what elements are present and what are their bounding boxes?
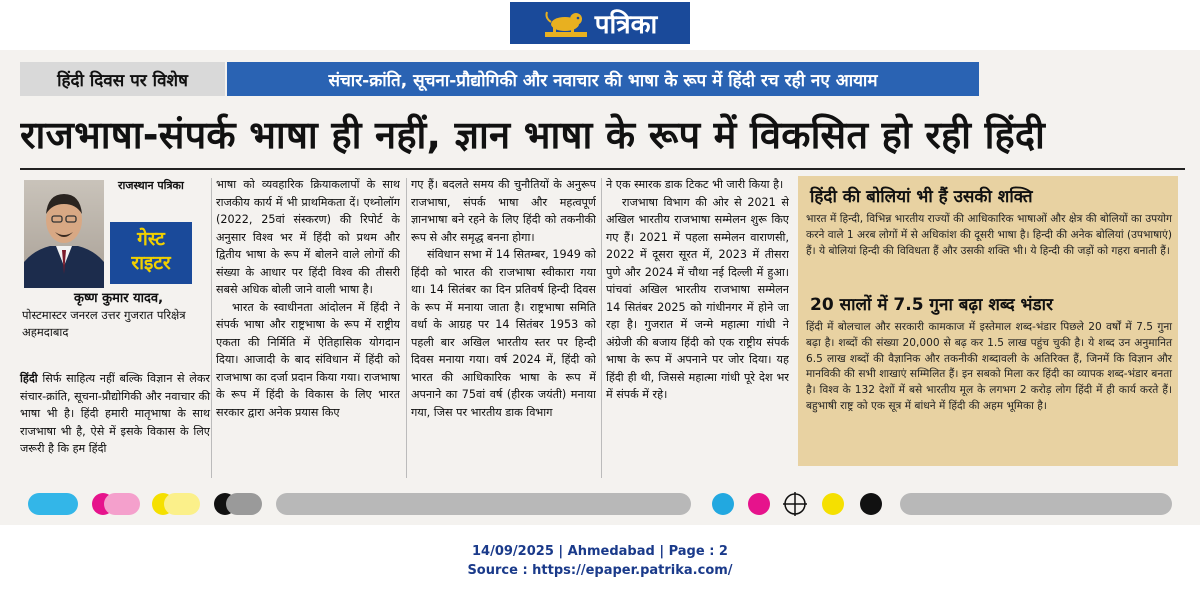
printer-registration-strip	[0, 484, 1200, 524]
lede-text: सिर्फ साहित्य नहीं बल्कि विज्ञान से लेकर संचार-क्रांति, सूचना-प्रौद्योगिकी और नवाचार की भाषा भी है। हिंदी हमारी मातृभाषा के साथ राजभाषा भी है, ऐसे में इसके विकास के लिए जरूरी है कि हम हिंदी	[20, 372, 211, 455]
color-dot-cyan	[712, 493, 734, 515]
guest-line-2: राइटर	[131, 252, 171, 274]
edition-info: 14/09/2025 | Ahmedabad | Page : 2	[472, 544, 728, 559]
color-bar-pink	[104, 493, 140, 515]
gray-bar-1	[276, 493, 691, 515]
column-paragraph: संविधान सभा में 14 सितम्बर, 1949 को हिंदी को भारत की राजभाषा स्वीकारा गया था। 14 सितंबर का दिन प्रतिवर्ष हिन्दी दिवस के रूप में मनाया जाता है। राष्ट्रभाषा समिति वर्धा के आग्रह पर 14 सितंबर 1953 को पहली बार अखिल भारतीय स्तर पर हिन्दी दिवस मनाया गया। वर्ष 2024 में, हिंदी को भारत की आधिकारिक भाषा के रूप में अपनाने का 75वां वर्ष (हीरक जयंती) मनाया गया, जिस पर भारतीय डाक विभाग	[411, 248, 596, 419]
color-dot-black-2	[860, 493, 882, 515]
sidebar-heading-1: हिंदी की बोलियां भी हैं उसकी शक्ति	[810, 187, 1033, 207]
headline-rule	[20, 168, 1185, 170]
lion-emblem-icon	[543, 8, 589, 38]
sidebar-text-2: हिंदी में बोलचाल और सरकारी कामकाज में इस्तेमाल शब्द-भंडार पिछले 20 वर्षों में 7.5 गुना बढ़ा है। शब्दों की संख्या 20,000 से बढ़ कर 1.5 लाख पहुंच चुकी है। ये शब्द उन अनुमानित 6.5 लाख शब्दों की वैज्ञानिक और तकनीकी शब्दावली के अतिरिक्त हैं, जिनमें कि विज्ञान और मानविकी की सभी शाखाएं सम्मिलित हैं। इन सबको मिला कर हिंदी का व्यापक शब्द-भंडार बनता है। विश्व के 132 देशों में बसे भारतीय मूल के लगभग 2 करोड़ लोग हिंदी में ही कार्य करते हैं। बहुभाषी राष्ट्र को एक सूत्र में बांधने में हिंदी की अहम भूमिका है।	[806, 321, 1172, 412]
lede-paragraph	[20, 370, 210, 458]
column-divider	[406, 178, 407, 478]
section-kicker: हिंदी दिवस पर विशेष	[20, 62, 225, 96]
column-paragraph: गए हैं। बदलते समय की चुनौतियों के अनुरूप राजभाषा, संपर्क भाषा और महत्वपूर्ण ज्ञानभाषा बने रहने के लिए हिंदी को तकनीकी रूप से और समृद्ध बनना होगा।	[411, 178, 596, 244]
source-link[interactable]: Source : https://epaper.patrika.com/	[467, 563, 733, 578]
guest-writer-badge	[110, 222, 192, 284]
main-headline: राजभाषा-संपर्क भाषा ही नहीं, ज्ञान भाषा के रूप में विकसित हो रही हिंदी	[20, 113, 1046, 157]
color-bar-light-yellow	[164, 493, 200, 515]
column-divider	[601, 178, 602, 478]
color-bar-cyan	[28, 493, 78, 515]
article-column-1	[216, 176, 400, 486]
author-block	[22, 290, 212, 341]
masthead-title: पत्रिका	[594, 10, 658, 40]
column-paragraph: भाषा को व्यवहारिक क्रियाकलापों के साथ राजकीय कार्य में भी प्राथमिकता दें। एथ्नोलॉग (2022, 25वां संस्करण) की रिपोर्ट के अनुसार विश्व भर में हिंदी को प्रथम और द्वितीय भाषा के रूप में बोलने वाले लोगों की संख्या के आधार पर हिंदी विश्व की तीसरी सबसे अधिक बोली जाने वाली भाषा है।	[216, 178, 400, 296]
registration-mark-icon	[782, 491, 808, 517]
column-paragraph: ने एक स्मारक डाक टिकट भी जारी किया है।	[606, 178, 784, 191]
sub-headline: संचार-क्रांति, सूचना-प्रौद्योगिकी और नवाचार की भाषा के रूप में हिंदी रच रही नए आयाम	[227, 62, 979, 96]
color-bar-gray	[226, 493, 262, 515]
column-paragraph: भारत के स्वाधीनता आंदोलन में हिंदी ने संपर्क भाषा और राष्ट्रभाषा के रूप में राष्ट्रीय एकता की निर्मिति में ऐतिहासिक योगदान दिया। आजादी के बाद संविधान में हिंदी को राजभाषा का दर्जा प्रदान किया गया। राजभाषा के रूप में हिंदी के विकास के लिए भारत सरकार द्वारा अनेक प्रयास किए	[216, 300, 400, 419]
lede-lead-word: हिंदी	[20, 372, 38, 385]
sidebar-text-1: भारत में हिन्दी, विभिन्न भारतीय राज्यों की आधिकारिक भाषाओं और क्षेत्र की बोलियों का उपयोग करने वाले 1 अरब लोगों में से अधिकांश की दूसरी भाषा है। हिन्दी की अनेक बोलियां (उपभाषाएं) हैं। ये बोलियां हिन्दी की विविधता हैं और उसकी शक्ति भी। ये हिन्दी की जड़ों को गहरा बनाती हैं।	[806, 213, 1172, 257]
column-divider	[211, 178, 212, 478]
gray-bar-2	[900, 493, 1172, 515]
author-role: पोस्टमास्टर जनरल उत्तर गुजरात परिक्षेत्र अहमदाबाद	[22, 308, 186, 339]
author-photo	[24, 180, 104, 288]
color-dot-yellow-2	[822, 493, 844, 515]
author-name: कृष्ण कुमार यादव,	[74, 291, 164, 306]
article-column-2	[411, 176, 596, 486]
column-paragraph: राजभाषा विभाग की ओर से 2021 से अखिल भारतीय राजभाषा सम्मेलन शुरू किए गए हैं। 2021 में पहला सम्मेलन वाराणसी, 2022 में दूसरा सूरत में, 2023 में तीसरा पुणे और 2024 में चौथा नई दिल्ली में हुआ। पांचवां अखिल भारतीय राजभाषा सम्मेलन 14 सितंबर 2025 को गांधीनगर में होने जा रहा है। गुजरात में जन्मे महात्मा गांधी ने अंग्रेजी की बजाय हिंदी को एक राष्ट्रीय संपर्क भाषा के रूप में अपनाने पर जोर दिया। यह हिंदी ही थी, जिससे महात्मा गांधी पूरे देश भर में संपर्क में रहे।	[606, 195, 789, 401]
color-dot-magenta-2	[748, 493, 770, 515]
article-column-3	[606, 176, 789, 486]
guest-line-1: गेस्ट	[137, 228, 165, 250]
sidebar-heading-2: 20 सालों में 7.5 गुना बढ़ा शब्द भंडार	[810, 295, 1053, 315]
source-label: राजस्थान पत्रिका	[118, 179, 184, 192]
masthead[interactable]	[510, 2, 690, 44]
